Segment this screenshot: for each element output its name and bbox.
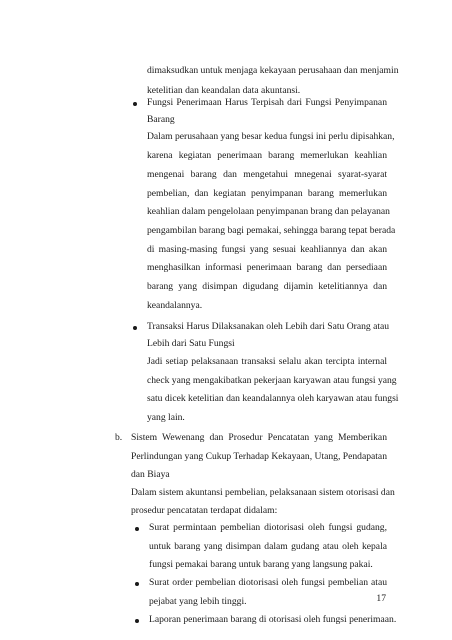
bullet-icon (133, 102, 137, 106)
text-line: pejabat yang lebih tinggi. (149, 596, 247, 607)
text-line: untuk barang yang disimpan dalam gudang atau oleh kepala (149, 541, 387, 552)
text-line: keahlian dalam pengelolaan penyimpanan brang dan pelayanan (147, 206, 390, 217)
bullet-icon (133, 326, 137, 330)
text-line: barang yang disimpan digudang dijamin ketelitiannya dan (147, 281, 387, 292)
text-line: Dalam sistem akuntansi pembelian, pelaksanaan sistem otorisasi dan (131, 487, 395, 498)
list-item-heading: Fungsi Penerimaan Harus Terpisah dari Fungsi Penyimpanan (147, 97, 387, 108)
text-line: dimaksudkan untuk menjaga kekayaan perusahaan dan menjamin (147, 65, 399, 76)
text-line: satu dicek ketelitian dan keandalannya oleh karyawan atau fungsi (147, 393, 399, 404)
section-heading: Sistem Wewenang dan Prosedur Pencatatan yang Memberikan (131, 432, 387, 443)
section-heading: Perlindungan yang Cukup Terhadap Kekayaan, Utang, Pendapatan (131, 451, 387, 462)
text-line: pembelian, dan kegiatan penyimpanan barang memerlukan (147, 188, 387, 199)
text-line: Dalam perusahaan yang besar kedua fungsi ini perlu dipisahkan, (147, 131, 395, 142)
bullet-icon (135, 619, 139, 623)
section-marker: b. (115, 432, 123, 443)
text-line: prosedur pencatatan terdapat didalam: (131, 505, 278, 516)
list-item-heading: Transaksi Harus Dilaksanakan oleh Lebih dari Satu Orang atau (147, 321, 390, 332)
list-item: Surat permintaan pembelian diotorisasi oleh fungsi gudang, (149, 522, 387, 533)
text-line: check yang mengakibatkan pekerjaan karyawan atau fungsi yang (147, 375, 397, 386)
bullet-icon (135, 582, 139, 586)
bullet-icon (135, 527, 139, 531)
text-line: menghasilkan informasi penerimaan barang dan persediaan (147, 262, 387, 273)
text-line: pengambilan barang bagi pemakai, sehingga barang tepat berada (147, 225, 396, 236)
list-item-heading: Barang (147, 114, 175, 125)
list-item: Laporan penerimaan barang di otorisasi oleh fungsi penerimaan. (149, 614, 397, 625)
list-item: Surat order pembelian diotorisasi oleh fungsi pembelian atau (149, 577, 387, 588)
text-line: keandalannya. (147, 300, 203, 311)
list-item-heading: Lebih dari Satu Fungsi (147, 338, 235, 349)
text-line: Jadi setiap pelaksanaan transaksi selalu akan tercipta internal (147, 356, 387, 367)
section-heading: dan Biaya (131, 469, 170, 480)
text-line: ketelitian dan keandalan data akuntansi. (147, 85, 301, 96)
page-number: 17 (376, 593, 386, 604)
text-line: fungsi pemakai barang untuk barang yang langsung pakai. (149, 559, 373, 570)
text-line: mengenai barang dan mengetahui mnegenai syarat-syarat (147, 169, 387, 180)
text-line: yang lain. (147, 412, 185, 423)
text-line: karena kegiatan penerimaan barang memerlukan keahlian (147, 150, 387, 161)
text-line: di masing-masing fungsi yang sesuai keahliannya dan akan (147, 244, 387, 255)
